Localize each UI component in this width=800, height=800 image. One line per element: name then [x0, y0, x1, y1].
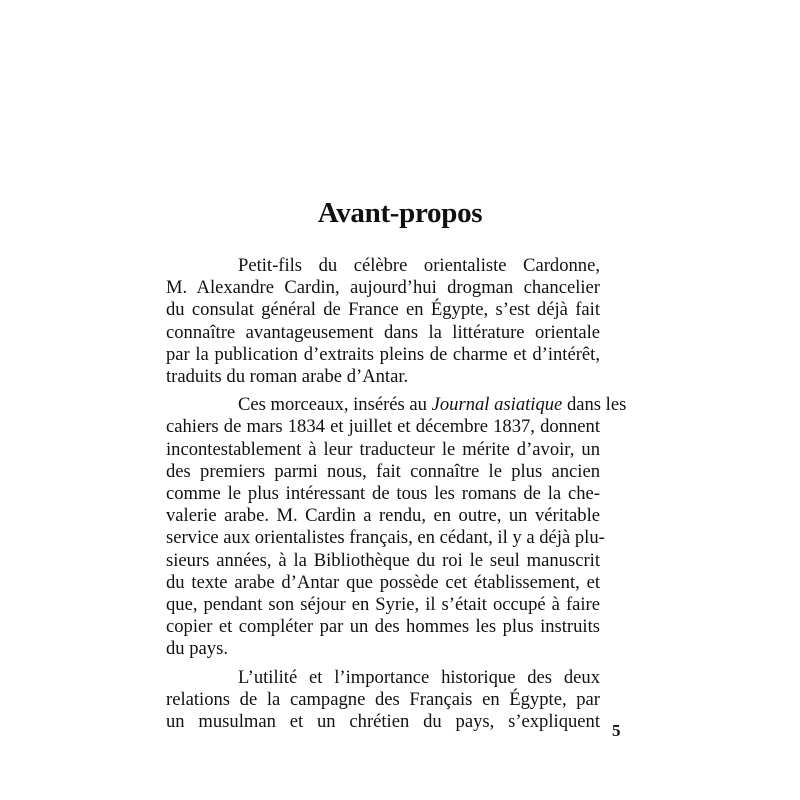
text-line: relations de la campagne des Français en Égypte, par	[166, 688, 600, 710]
text-line: Petit-fils du célèbre orientaliste Cardonne,	[238, 255, 600, 276]
text-fragment: dans les	[562, 394, 627, 416]
text-fragment: Ces morceaux, insérés au	[238, 394, 432, 416]
text-line: par la publication d’extraits pleins de charme et d’intérêt,	[166, 343, 600, 365]
text-line: comme le plus intéressant de tous les romans de la che-	[166, 483, 600, 505]
text-line: L’utilité et l’importance historique des deux	[238, 666, 600, 688]
page-number: 5	[612, 721, 621, 740]
paragraph-3	[166, 666, 600, 734]
text-line: un musulman et un chrétien du pays, s’expliquent	[166, 711, 600, 733]
text-line: du texte arabe d’Antar que possède cet établissement, et	[166, 571, 600, 593]
paragraph-2	[166, 394, 627, 660]
text-line: incontestablement à leur traducteur le mérite d’avoir, un	[166, 438, 600, 460]
text-line: traduits du roman arabe d’Antar.	[166, 366, 409, 388]
text-line: cahiers de mars 1834 et juillet et décembre 1837, donnent	[166, 416, 600, 438]
paragraph-1	[166, 255, 600, 388]
text-line	[202, 394, 627, 416]
journal-title: Journal asiatique	[431, 394, 563, 416]
text-line: du pays.	[166, 638, 228, 660]
text-line: connaître avantageusement dans la littérature orientale	[166, 321, 600, 343]
text-line: M. Alexandre Cardin, aujourd’hui drogman chancelier	[166, 277, 600, 299]
text-line: sieurs années, à la Bibliothèque du roi le seul manuscrit	[166, 549, 600, 571]
text-line: service aux orientalistes français, en cédant, il y a déjà plu-	[166, 527, 605, 549]
text-line: valerie arabe. M. Cardin a rendu, en outre, un véritable	[166, 505, 600, 527]
text-line: du consulat général de France en Égypte, s’est déjà fait	[166, 299, 600, 321]
body-text	[166, 255, 627, 733]
text-line: copier et compléter par un des hommes les plus instruits	[166, 616, 600, 638]
text-line: que, pendant son séjour en Syrie, il s’était occupé à faire	[166, 594, 600, 616]
chapter-title: Avant-propos	[317, 197, 483, 229]
text-line: des premiers parmi nous, fait connaître le plus ancien	[166, 460, 600, 482]
